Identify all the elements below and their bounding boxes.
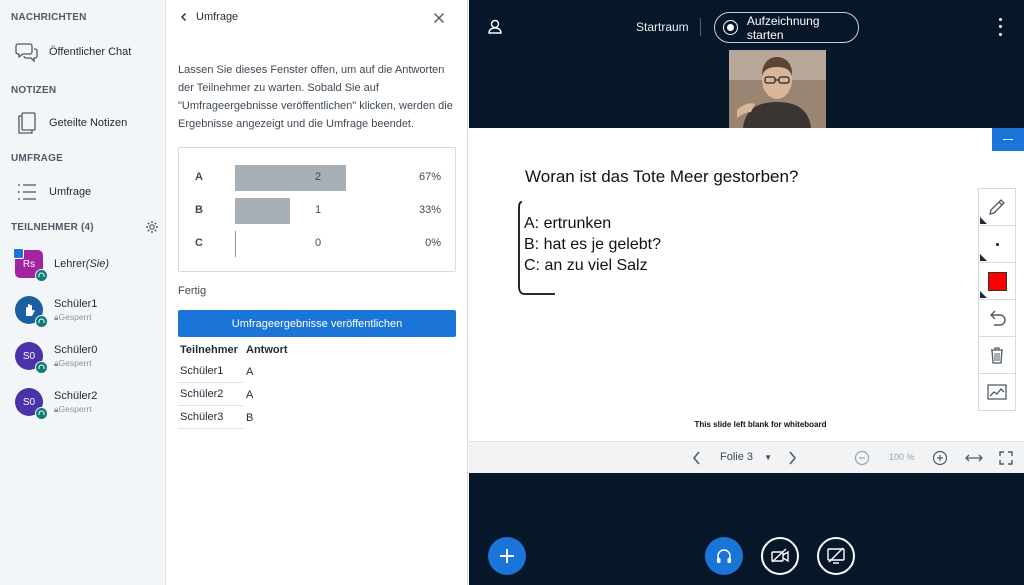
avatar xyxy=(15,250,43,278)
user-status-text: Gesperrt xyxy=(58,403,92,414)
trash-icon xyxy=(986,344,1008,366)
poll-list-icon xyxy=(13,178,41,206)
result-option: A xyxy=(195,171,203,183)
sidebar-item-label: Geteilte Notizen xyxy=(49,117,128,129)
poll-results xyxy=(178,147,456,272)
section-title-notes: NOTIZEN xyxy=(11,85,57,96)
pencil-icon xyxy=(986,196,1008,218)
table-row xyxy=(178,406,304,429)
poll-result-row xyxy=(179,231,457,257)
undo-icon xyxy=(986,307,1008,329)
result-percent: 33% xyxy=(418,204,441,216)
user-list-item[interactable] xyxy=(0,382,166,422)
cell-answer: A xyxy=(246,388,254,401)
previous-slide-chevron-left-icon[interactable] xyxy=(688,449,706,467)
whiteboard-toolbar xyxy=(978,188,1016,410)
user-you-suffix: (Sie) xyxy=(85,258,110,270)
poll-result-row xyxy=(179,198,457,224)
user-info xyxy=(54,344,97,369)
slide-question: Woran ist das Tote Meer gestorben? xyxy=(525,167,799,186)
user-info xyxy=(54,298,97,323)
room-name: Startraum xyxy=(636,20,689,34)
fullscreen-icon[interactable] xyxy=(997,449,1015,467)
cell-participant: Schüler3 xyxy=(178,406,244,429)
user-icon[interactable] xyxy=(485,17,505,37)
poll-back-button[interactable] xyxy=(178,11,238,23)
result-percent: 0% xyxy=(425,237,441,249)
result-count: 2 xyxy=(314,171,322,183)
avatar xyxy=(15,342,43,370)
user-status xyxy=(54,312,97,323)
poll-title: Umfrage xyxy=(196,11,239,23)
next-slide-chevron-right-icon[interactable] xyxy=(783,449,801,467)
slide-navigation-bar xyxy=(469,441,1024,473)
chart-line-icon xyxy=(986,381,1008,403)
poll-done-label: Fertig xyxy=(178,285,207,297)
user-name: Schüler2 xyxy=(54,389,98,402)
user-status-text: Gesperrt xyxy=(58,357,92,368)
headset-icon xyxy=(35,269,48,282)
slide-options xyxy=(524,213,661,276)
lock-icon: 🔒︎ xyxy=(54,311,59,322)
slide-option: C: an zu viel Salz xyxy=(524,257,648,274)
cell-participant: Schüler1 xyxy=(178,360,244,383)
user-status xyxy=(54,358,97,369)
table-row xyxy=(178,360,304,383)
record-icon xyxy=(723,20,738,35)
poll-description: Lassen Sie dieses Fenster offen, um auf die Antworten der Teilnehmer zu warten. Sobald Sie auf "Umfrageergebnisse veröffentlichen" klicken, werden die Ergebnisse angezeigt und die Umfrage beendet. xyxy=(178,64,453,130)
table-header xyxy=(178,344,304,360)
color-swatch xyxy=(988,272,1007,291)
lock-icon: 🔒︎ xyxy=(54,357,59,368)
headset-icon xyxy=(35,407,48,420)
user-status xyxy=(54,404,97,415)
zoom-out-icon[interactable] xyxy=(853,449,871,467)
chevron-left-icon xyxy=(178,11,190,23)
user-info xyxy=(54,390,97,415)
table-row xyxy=(178,383,304,406)
record-label: Aufzeichnung starten xyxy=(746,13,820,42)
cell-participant: Schüler2 xyxy=(178,383,244,406)
sidebar-item-shared-notes[interactable] xyxy=(0,106,166,140)
result-option: C xyxy=(195,237,203,249)
participants-settings-gear-icon[interactable] xyxy=(145,220,159,234)
thickness-dot-icon xyxy=(996,243,999,246)
sidebar xyxy=(0,0,166,585)
slide-footer: This slide left blank for whiteboard xyxy=(694,420,827,429)
user-list-item[interactable] xyxy=(0,244,166,284)
raised-hand-icon xyxy=(21,302,37,318)
dropdown-caret-icon: ▼ xyxy=(764,453,773,462)
headset-icon xyxy=(35,361,48,374)
user-list-item[interactable] xyxy=(0,290,166,330)
desktop-share-off-icon[interactable] xyxy=(817,537,855,575)
poll-header xyxy=(166,0,468,36)
responses-table xyxy=(178,344,304,429)
user-info xyxy=(54,258,109,270)
column-header-participant: Teilnehmer xyxy=(180,344,238,356)
result-count: 0 xyxy=(314,237,322,249)
slide-option: B: hat es je gelebt? xyxy=(524,236,661,253)
pencil-tool[interactable] xyxy=(978,188,1016,226)
presenter-badge xyxy=(13,248,24,259)
publish-results-button[interactable]: Umfrageergebnisse veröffentlichen xyxy=(178,310,456,337)
headset-icon xyxy=(35,315,48,328)
poll-result-row xyxy=(179,165,457,191)
webcam-off-icon[interactable] xyxy=(761,537,799,575)
slide-select[interactable] xyxy=(720,451,772,463)
avatar xyxy=(15,296,43,324)
chat-icon xyxy=(13,38,41,66)
zoom-level: 100 % xyxy=(889,452,915,462)
user-name: Schüler0 xyxy=(54,343,98,356)
slide-select-label: Folie 3 xyxy=(720,451,754,463)
avatar-initials: Rs xyxy=(22,258,36,270)
more-options-icon[interactable] xyxy=(993,16,1007,38)
user-status-text: Gesperrt xyxy=(58,311,92,322)
thickness-tool[interactable] xyxy=(978,225,1016,263)
undo-tool[interactable] xyxy=(978,299,1016,337)
webcam-video[interactable] xyxy=(729,50,826,128)
user-name-text: Lehrer xyxy=(54,258,86,270)
close-icon[interactable] xyxy=(430,9,448,27)
result-option: B xyxy=(195,204,203,216)
plus-icon[interactable] xyxy=(488,537,526,575)
poll-panel xyxy=(166,0,468,585)
cell-answer: B xyxy=(246,411,254,424)
slide-option: A: ertrunken xyxy=(524,215,612,232)
section-title-poll: UMFRAGE xyxy=(11,153,63,164)
headphones-icon[interactable] xyxy=(705,537,743,575)
zoom-in-icon[interactable] xyxy=(931,449,949,467)
user-name: Schüler1 xyxy=(54,297,98,310)
section-title-participants: TEILNEHMER (4) xyxy=(11,222,94,233)
color-tool[interactable] xyxy=(978,262,1016,300)
avatar-initials: S0 xyxy=(22,396,36,408)
sidebar-item-label: Öffentlicher Chat xyxy=(49,46,132,58)
column-header-answer: Antwort xyxy=(246,344,288,356)
result-count: 1 xyxy=(314,204,322,216)
clear-tool[interactable] xyxy=(978,336,1016,374)
user-name xyxy=(54,258,109,270)
result-percent: 67% xyxy=(418,171,441,183)
fit-width-icon[interactable] xyxy=(965,449,983,467)
start-recording-button[interactable] xyxy=(714,12,859,43)
sidebar-item-label: Umfrage xyxy=(49,186,92,198)
notes-icon xyxy=(13,109,41,137)
minimize-presentation-button[interactable] xyxy=(992,128,1024,151)
lock-icon: 🔒︎ xyxy=(54,403,59,414)
user-list-item[interactable] xyxy=(0,336,166,376)
avatar-initials: S0 xyxy=(22,350,36,362)
section-title-messages: NACHRICHTEN xyxy=(11,12,87,23)
cell-answer: A xyxy=(246,365,254,378)
divider xyxy=(700,18,701,36)
main-area xyxy=(469,0,1024,585)
multi-user-tool[interactable] xyxy=(978,373,1016,411)
avatar xyxy=(15,388,43,416)
sidebar-item-poll[interactable] xyxy=(0,175,166,209)
sidebar-item-public-chat[interactable] xyxy=(0,35,166,69)
presentation-slide[interactable] xyxy=(469,128,1024,441)
